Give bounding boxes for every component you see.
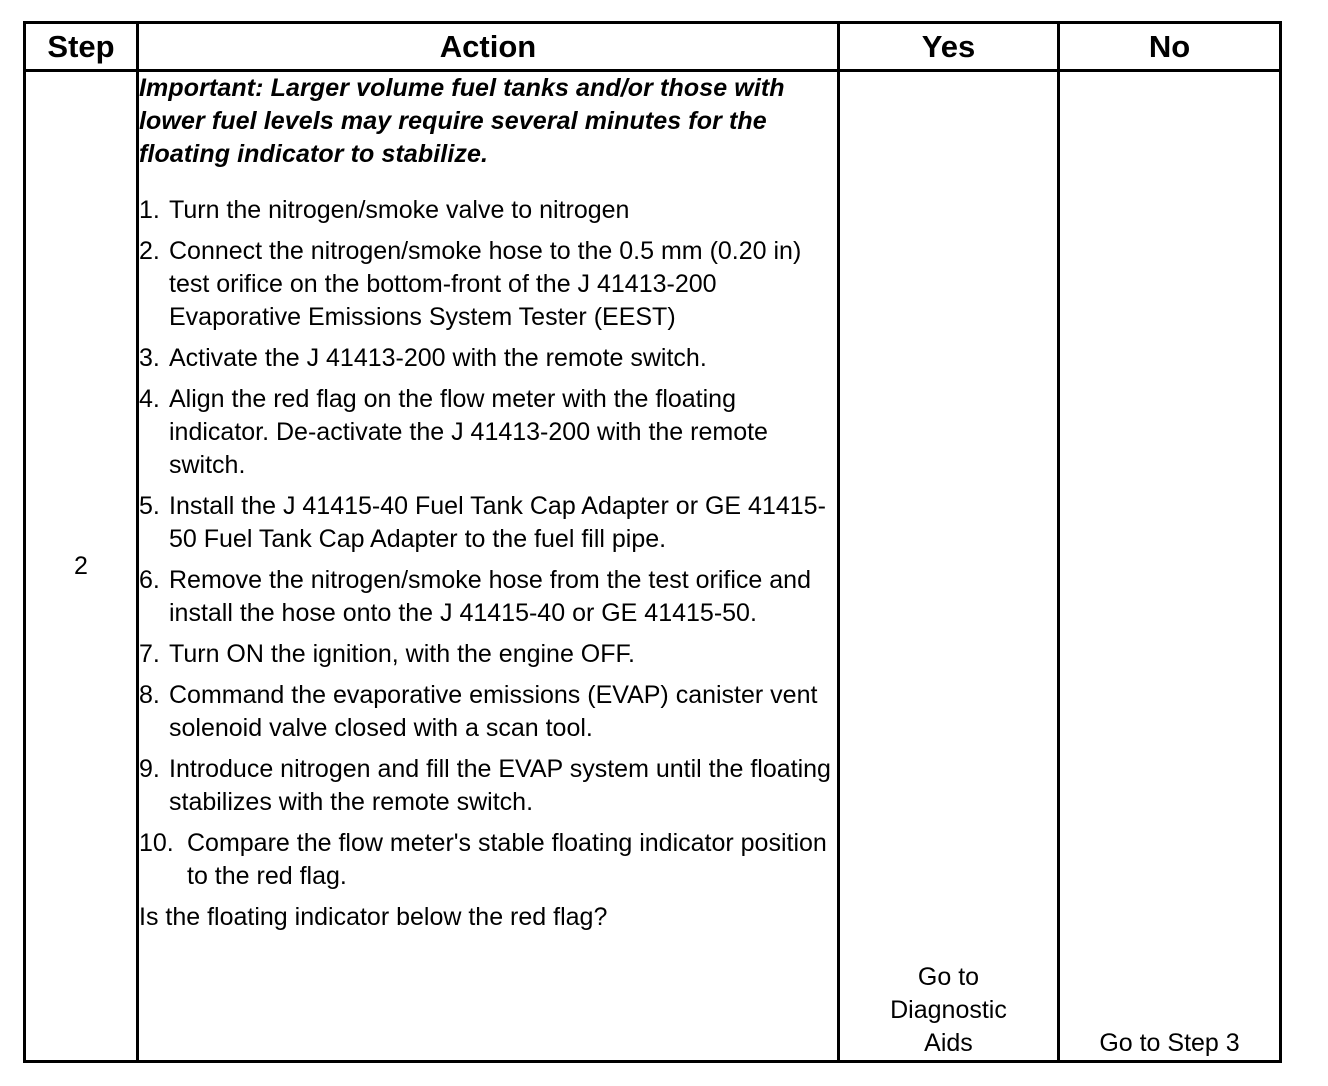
list-item	[139, 564, 837, 630]
question-text: Is the floating indicator below the red flag?	[139, 903, 608, 931]
list-item-number: 9.	[139, 755, 160, 783]
list-item	[139, 194, 837, 227]
header-no: No	[1059, 23, 1281, 71]
list-item	[139, 490, 837, 556]
list-item-number: 5.	[139, 492, 160, 520]
diagnostic-table	[23, 21, 1282, 1063]
list-item-text: Activate the J 41413-200 with the remote switch.	[169, 344, 707, 372]
list-item	[139, 638, 837, 671]
list-item-text: Connect the nitrogen/smoke hose to the 0.5 mm (0.20 in) test orifice on the bottom-front of the J 41413-200 Evaporative Emissions System Tester (EEST)	[169, 237, 802, 331]
list-item-text: Compare the flow meter's stable floating indicator position to the red flag.	[187, 829, 827, 890]
list-item	[139, 342, 837, 375]
list-item	[139, 679, 837, 745]
list-item-text: Align the red flag on the flow meter with the floating indicator. De-activate the J 41413-200 with the remote switch.	[169, 385, 768, 479]
header-row	[25, 23, 1281, 71]
list-item-text: Command the evaporative emissions (EVAP) canister vent solenoid valve closed with a scan tool.	[169, 681, 818, 742]
list-item	[139, 383, 837, 482]
no-result: Go to Step 3	[1099, 1029, 1240, 1057]
header-step: Step	[25, 23, 138, 71]
header-yes: Yes	[839, 23, 1059, 71]
list-item-number: 8.	[139, 681, 160, 709]
list-item-text: Turn the nitrogen/smoke valve to nitrogen	[169, 196, 630, 224]
list-item-text: Introduce nitrogen and fill the EVAP system until the floating stabilizes with the remote switch.	[169, 755, 831, 816]
list-item	[139, 753, 837, 819]
list-item-number: 4.	[139, 385, 160, 413]
list-item-number: 7.	[139, 640, 160, 668]
action-cell	[138, 71, 839, 1062]
list-item-text: Remove the nitrogen/smoke hose from the test orifice and install the hose onto the J 41415-40 or GE 41415-50.	[169, 566, 811, 627]
list-item-number: 6.	[139, 566, 160, 594]
list-item-number: 1.	[139, 196, 160, 224]
no-cell	[1059, 71, 1281, 1062]
list-item	[139, 827, 837, 893]
table-row	[25, 71, 1281, 1062]
yes-result: Go to Diagnostic Aids	[890, 963, 1007, 1057]
list-item	[139, 235, 837, 334]
yes-cell	[839, 71, 1059, 1062]
action-steps-list	[139, 194, 837, 893]
list-item-number: 3.	[139, 344, 160, 372]
important-note: Important: Larger volume fuel tanks and/or those with lower fuel levels may require several minutes for the floating indicator to stabilize.	[139, 74, 785, 168]
list-item-text: Install the J 41415-40 Fuel Tank Cap Adapter or GE 41415-50 Fuel Tank Cap Adapter to the fuel fill pipe.	[169, 492, 826, 553]
header-action: Action	[138, 23, 839, 71]
step-number: 2	[25, 71, 138, 1062]
list-item-number: 2.	[139, 237, 160, 265]
list-item-text: Turn ON the ignition, with the engine OFF.	[169, 640, 635, 668]
list-item-number: 10.	[139, 829, 174, 857]
